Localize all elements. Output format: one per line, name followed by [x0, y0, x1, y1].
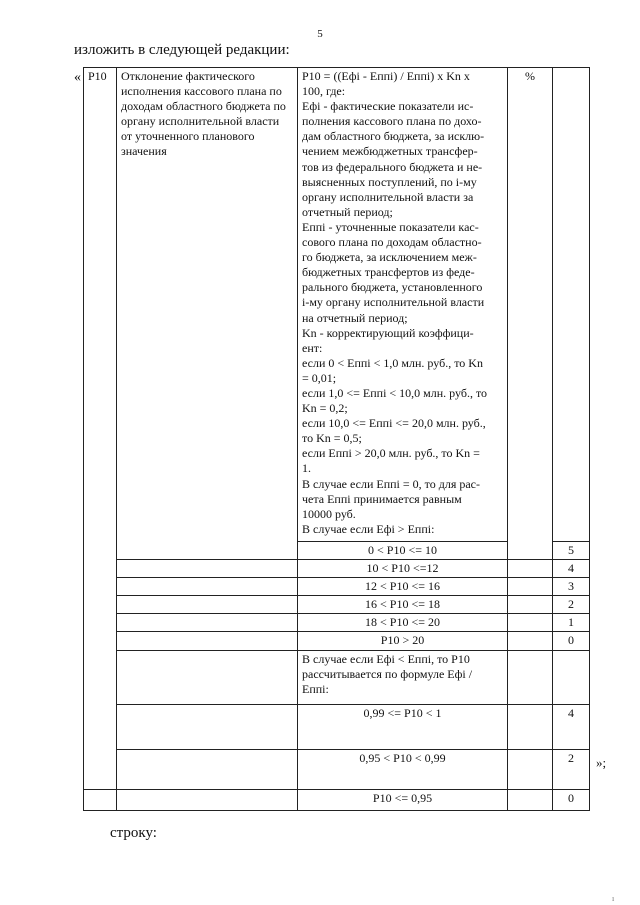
text-line: В случае если Eфi < Eппi, то P10	[302, 651, 470, 666]
blank-cell	[508, 632, 553, 650]
blank-cell	[508, 704, 553, 749]
blank-cell	[117, 789, 298, 810]
blank-cell	[117, 650, 298, 704]
score-value: 0	[553, 632, 590, 650]
text-line: Eппi:	[302, 681, 329, 696]
score-value: 2	[553, 749, 590, 789]
text-line: сового плана по доходам областно-	[302, 235, 482, 250]
blank-cell	[117, 596, 298, 614]
text-line: тов из федерального бюджета и не-	[302, 159, 483, 174]
score-value: 1	[553, 614, 590, 632]
text-line: Kn = 0,2;	[302, 401, 348, 416]
blank-cell	[117, 749, 298, 789]
score-condition: 18 < P10 <= 20	[298, 614, 508, 632]
indicator-table	[83, 67, 590, 811]
indicator-code-cell	[84, 68, 117, 790]
text-line: го бюджета, за исключением меж-	[302, 250, 477, 265]
score-row	[84, 704, 590, 749]
text-line: Eппi - уточненные показатели кас-	[302, 219, 479, 234]
score-row	[84, 789, 590, 810]
indicator-code: P10	[88, 69, 107, 83]
score-value: 3	[553, 578, 590, 596]
text-line: полнения кассового плана по дохо-	[302, 114, 482, 129]
text-line: рального бюджета, установленного	[302, 280, 483, 295]
score-condition: 0,95 < P10 < 0,99	[298, 749, 508, 789]
unit-cell	[508, 68, 553, 542]
text-line: то Kn = 0,5;	[302, 431, 362, 446]
opening-quote: «	[74, 70, 81, 85]
blank-cell	[117, 578, 298, 596]
text-line: чета Eппi принимается равным	[302, 491, 462, 506]
text-line: если 1,0 <= Eппi < 10,0 млн. руб., то	[302, 385, 488, 400]
text-line: выясненных поступлений, по i-му	[302, 174, 477, 189]
score-value: 2	[553, 596, 590, 614]
text-line: бюджетных трансфертов из феде-	[302, 265, 475, 280]
blank-cell	[508, 578, 553, 596]
indicator-main-row	[84, 68, 590, 542]
text-line: P10 = ((Eфi - Eппi) / Eппi) x Kn x	[302, 69, 470, 83]
text-line: если 10,0 <= Eппi <= 20,0 млн. руб.,	[302, 416, 486, 431]
blank-cell	[553, 650, 590, 704]
text-line: = 0,01;	[302, 370, 337, 385]
text-line: на отчетный период;	[302, 310, 408, 325]
blank-cell	[117, 560, 298, 578]
formula-cell	[298, 68, 508, 542]
score-header-cell	[553, 68, 590, 542]
formula-text	[302, 69, 503, 537]
under-note-row	[84, 650, 590, 704]
blank-cell	[508, 542, 553, 560]
edge-mark: ı	[612, 894, 615, 903]
score-condition: P10 > 20	[298, 632, 508, 650]
score-row	[84, 578, 590, 596]
text-line: Eфi - фактические показатели ис-	[302, 99, 474, 114]
blank-cell	[508, 789, 553, 810]
closing-quote: »;	[596, 755, 607, 770]
text-line: В случае если Eппi = 0, то для рас-	[302, 476, 480, 491]
text-line: 1.	[302, 461, 311, 476]
blank-cell	[117, 614, 298, 632]
closing-text: строку:	[110, 825, 157, 841]
score-value: 4	[553, 704, 590, 749]
text-line: если 0 < Eппi < 1,0 млн. руб., то Kn	[302, 355, 483, 370]
score-condition: 12 < P10 <= 16	[298, 578, 508, 596]
intro-text: изложить в следующей редакции:	[74, 42, 290, 58]
blank-cell	[508, 650, 553, 704]
score-row	[84, 560, 590, 578]
text-line: если Eппi > 20,0 млн. руб., то Kn =	[302, 446, 480, 461]
text-line: чением межбюджетных трансфер-	[302, 144, 478, 159]
text-line: органу исполнительной власти за	[302, 189, 474, 204]
indicator-name-cell	[117, 68, 298, 542]
blank-cell	[508, 614, 553, 632]
text-line: i-му органу исполнительной власти	[302, 295, 485, 310]
text-line: дам областного бюджета, за исклю-	[302, 129, 485, 144]
score-condition: 0,99 <= P10 < 1	[298, 704, 508, 749]
text-line: В случае если Eфi > Eппi:	[302, 521, 435, 536]
under-note-text	[302, 652, 503, 697]
text-line: Kn - корректирующий коэффици-	[302, 325, 474, 340]
blank-cell	[117, 632, 298, 650]
text-line: отчетный период;	[302, 204, 393, 219]
score-row	[84, 632, 590, 650]
score-row	[84, 749, 590, 789]
blank-cell	[508, 560, 553, 578]
text-line: ент:	[302, 340, 323, 355]
score-condition: 10 < P10 <=12	[298, 560, 508, 578]
blank-cell	[508, 749, 553, 789]
text-line: 100, где:	[302, 84, 346, 99]
indicator-name: Отклонение фактического исполнения кассового плана по доходам областного бюджета по органу исполнительной власти от уточненного планового значения	[121, 69, 286, 159]
score-value: 5	[553, 542, 590, 560]
text-line: рассчитывается по формуле Eфi /	[302, 666, 473, 681]
score-condition: 16 < P10 <= 18	[298, 596, 508, 614]
blank-cell	[117, 542, 298, 560]
score-condition: 0 < P10 <= 10	[298, 542, 508, 560]
under-note-cell	[298, 650, 508, 704]
score-value: 4	[553, 560, 590, 578]
page-number: 5	[317, 28, 323, 40]
indicator-unit: %	[525, 69, 535, 83]
blank-cell	[84, 789, 117, 810]
score-row	[84, 614, 590, 632]
score-row	[84, 542, 590, 560]
score-value: 0	[553, 789, 590, 810]
blank-cell	[117, 704, 298, 749]
blank-cell	[508, 596, 553, 614]
text-line: 10000 руб.	[302, 506, 356, 521]
score-condition: P10 <= 0,95	[298, 789, 508, 810]
score-row	[84, 596, 590, 614]
